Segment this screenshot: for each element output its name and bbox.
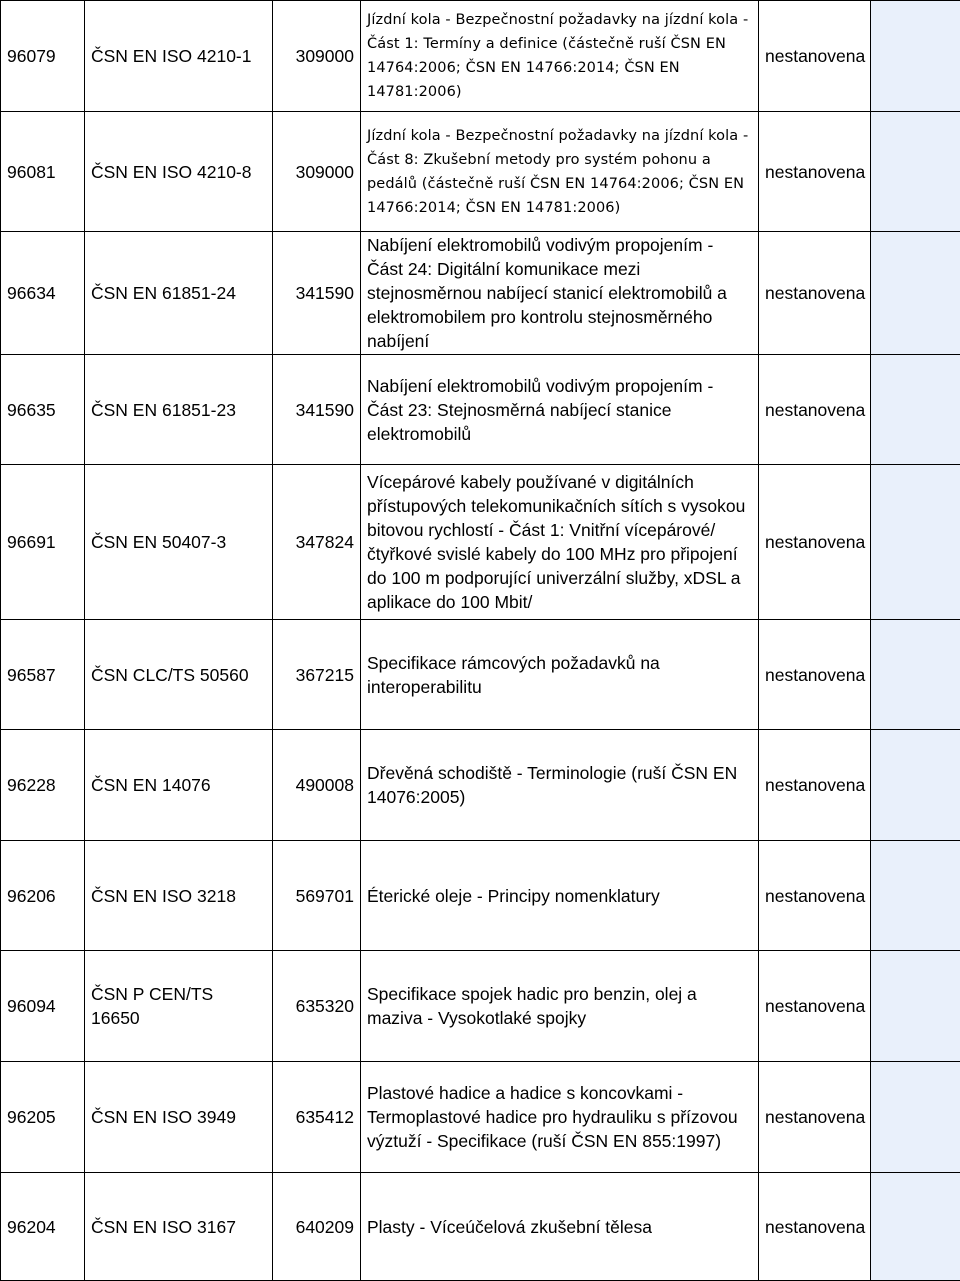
- blank-cell: [871, 1173, 960, 1281]
- table-row: [1, 730, 960, 841]
- classification-code: 490008: [273, 730, 361, 841]
- classification-code: 341590: [273, 232, 361, 355]
- blank-cell: [871, 1062, 960, 1173]
- standard-code: ČSN EN 14076: [85, 730, 273, 841]
- blank-cell: [871, 620, 960, 730]
- standard-code: ČSN EN ISO 4210-8: [85, 112, 273, 232]
- status-value: nestanovena: [759, 1173, 871, 1281]
- blank-cell: [871, 951, 960, 1062]
- standard-code: ČSN EN ISO 3167: [85, 1173, 273, 1281]
- blank-cell: [871, 730, 960, 841]
- status-value: nestanovena: [759, 355, 871, 465]
- standard-number: 96094: [1, 951, 85, 1062]
- standard-number: 96635: [1, 355, 85, 465]
- table-row: [1, 1, 960, 112]
- blank-cell: [871, 232, 960, 355]
- standard-title: Dřevěná schodiště - Terminologie (ruší ČSN EN 14076:2005): [361, 730, 759, 841]
- classification-code: 635412: [273, 1062, 361, 1173]
- status-value: nestanovena: [759, 730, 871, 841]
- standard-number: 96691: [1, 465, 85, 620]
- standard-title: Éterické oleje - Principy nomenklatury: [361, 841, 759, 951]
- classification-code: 309000: [273, 112, 361, 232]
- status-value: nestanovena: [759, 1062, 871, 1173]
- table-row: [1, 232, 960, 355]
- standard-number: 96205: [1, 1062, 85, 1173]
- standard-title: Plasty - Víceúčelová zkušební tělesa: [361, 1173, 759, 1281]
- status-value: nestanovena: [759, 112, 871, 232]
- standard-title: Jízdní kola - Bezpečnostní požadavky na jízdní kola - Část 8: Zkušební metody pro systém pohonu a pedálů (částečně ruší ČSN EN 14764:2006; ČSN EN 14766:2014; ČSN EN 14781:2006): [361, 112, 759, 232]
- table-row: [1, 112, 960, 232]
- standard-title: Jízdní kola - Bezpečnostní požadavky na jízdní kola - Část 1: Termíny a definice (částečně ruší ČSN EN 14764:2006; ČSN EN 14766:2014; ČSN EN 14781:2006): [361, 1, 759, 112]
- classification-code: 569701: [273, 841, 361, 951]
- status-value: nestanovena: [759, 841, 871, 951]
- standard-title: Vícepárové kabely používané v digitálních přístupových telekomunikačních sítích s vysokou bitovou rychlostí - Část 1: Vnitřní vícepárové/čtyřkové svislé kabely do 100 MHz pro připojení do 100 m podporující univerzální služby, xDSL a aplikace do 100 Mbit/: [361, 465, 759, 620]
- classification-code: 635320: [273, 951, 361, 1062]
- standard-code: ČSN EN 61851-23: [85, 355, 273, 465]
- classification-code: 341590: [273, 355, 361, 465]
- standard-title: Nabíjení elektromobilů vodivým propojením - Část 24: Digitální komunikace mezi stejnosměrnou nabíjecí stanicí elektromobilů a elektromobilem pro kontrolu stejnosměrného nabíjení: [361, 232, 759, 355]
- standard-number: 96587: [1, 620, 85, 730]
- blank-cell: [871, 355, 960, 465]
- table-row: [1, 1173, 960, 1281]
- standard-title: Plastové hadice a hadice s koncovkami - Termoplastové hadice pro hydrauliku s přízovou výztuží - Specifikace (ruší ČSN EN 855:1997): [361, 1062, 759, 1173]
- standard-code: ČSN EN 61851-24: [85, 232, 273, 355]
- standard-title: Nabíjení elektromobilů vodivým propojením - Část 23: Stejnosměrná nabíjecí stanice elektromobilů: [361, 355, 759, 465]
- classification-code: 640209: [273, 1173, 361, 1281]
- status-value: nestanovena: [759, 951, 871, 1062]
- status-value: nestanovena: [759, 1, 871, 112]
- standard-code: ČSN P CEN/TS 16650: [85, 951, 273, 1062]
- blank-cell: [871, 1, 960, 112]
- standard-number: 96206: [1, 841, 85, 951]
- standard-title: Specifikace spojek hadic pro benzin, olej a maziva - Vysokotlaké spojky: [361, 951, 759, 1062]
- standard-title: Specifikace rámcových požadavků na interoperabilitu: [361, 620, 759, 730]
- blank-cell: [871, 112, 960, 232]
- status-value: nestanovena: [759, 465, 871, 620]
- standard-code: ČSN EN 50407-3: [85, 465, 273, 620]
- standard-code: ČSN CLC/TS 50560: [85, 620, 273, 730]
- classification-code: 309000: [273, 1, 361, 112]
- status-value: nestanovena: [759, 232, 871, 355]
- standard-code: ČSN EN ISO 3949: [85, 1062, 273, 1173]
- table-row: [1, 1062, 960, 1173]
- standard-number: 96204: [1, 1173, 85, 1281]
- status-value: nestanovena: [759, 620, 871, 730]
- blank-cell: [871, 841, 960, 951]
- classification-code: 347824: [273, 465, 361, 620]
- blank-cell: [871, 465, 960, 620]
- table-row: [1, 841, 960, 951]
- table-row: [1, 620, 960, 730]
- standard-code: ČSN EN ISO 4210-1: [85, 1, 273, 112]
- standard-number: 96634: [1, 232, 85, 355]
- standard-number: 96228: [1, 730, 85, 841]
- standard-number: 96081: [1, 112, 85, 232]
- table-row: [1, 465, 960, 620]
- table-row: [1, 951, 960, 1062]
- table-row: [1, 355, 960, 465]
- standard-code: ČSN EN ISO 3218: [85, 841, 273, 951]
- standard-number: 96079: [1, 1, 85, 112]
- classification-code: 367215: [273, 620, 361, 730]
